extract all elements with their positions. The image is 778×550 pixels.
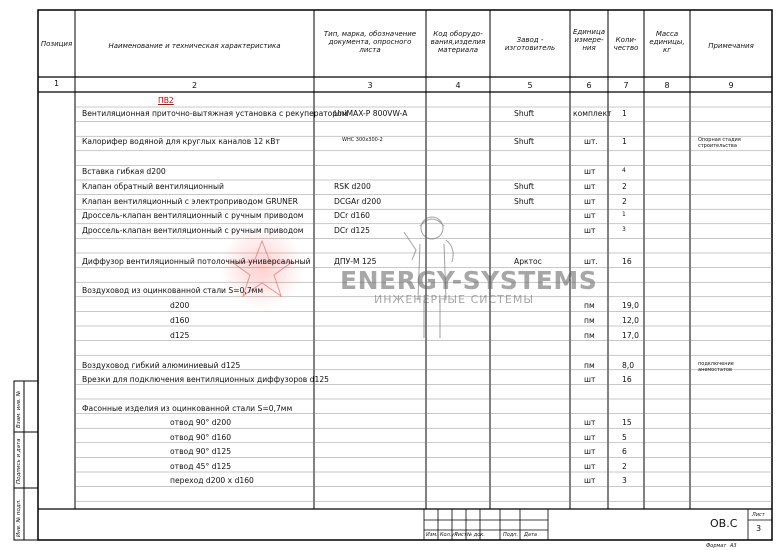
header-name: Наименование и техническая характеристика [108,42,281,50]
row-unit: шт [584,462,596,471]
row-name: отвод 90° d200 [170,418,232,427]
row-unit: шт [584,375,596,384]
row-qty: 2 [622,197,627,206]
row-name: Вентиляционная приточно-вытяжная установка с рекуператором [82,109,348,118]
format-label: Формат [706,543,727,549]
row-unit: шт [584,433,596,442]
row-name: Вставка гибкая d200 [82,167,166,176]
row-note: подключение анемостатов [698,361,734,373]
header-mass: Масса единицы, кг [649,30,685,55]
row-note: Опорная стадия строительства [698,137,741,149]
row-type: UniMAX-P 800VW-A [334,109,408,118]
row-unit: шт [584,197,596,206]
col-number-9: 9 [728,81,734,90]
header-type: Тип, марка, обозначение документа, опросного листа [323,30,417,55]
col-number-5: 5 [527,81,533,90]
col-number-4: 4 [455,81,461,90]
row-type: DCr d125 [334,226,370,235]
row-unit: комплект [573,109,612,118]
row-qty: 16 [622,375,632,384]
row-unit: шт [584,182,596,191]
sheet-number: 3 [756,524,762,533]
row-maker: Арктос [514,257,542,266]
row-unit: шт. [584,257,598,266]
watermark-title: ENERGY-SYSTEMS [340,266,598,295]
row-type: DCr d160 [334,211,370,220]
row-qty: 16 [622,257,632,266]
row-qty: 15 [622,418,632,427]
document-code: ОВ.С [710,517,738,530]
row-unit: шт. [584,137,598,146]
row-qty: 5 [622,433,627,442]
row-maker: Shuft [514,109,534,118]
row-unit: шт [584,447,596,456]
row-type: RSK d200 [334,182,371,191]
row-qty: 8,0 [622,361,635,370]
row-name: Врезки для подключения вентиляционных диффузоров d125 [82,375,329,384]
header-maker: Завод - изготовитель [504,36,556,53]
row-qty: 2 [622,182,627,191]
row-unit: шт [584,476,596,485]
row-name: Воздуховод гибкий алюминиевый d125 [82,361,241,370]
row-unit: шт [584,226,596,235]
row-unit: шт [584,418,596,427]
row-name: d160 [170,316,190,325]
col-number-6: 6 [586,81,592,90]
format-value: А3 [730,543,737,549]
col-number-8: 8 [664,81,670,90]
row-qty: 19,0 [622,301,639,310]
row-name: d125 [170,331,190,340]
row-name: Воздуховод из оцинкованной стали S=0,7мм [82,286,264,295]
row-name: d200 [170,301,190,310]
row-name: Диффузор вентиляционный потолочный универсальный [82,257,311,266]
row-name: ПВ2 [158,96,174,105]
header-position: Позиция [40,40,73,48]
row-qty: 6 [622,447,627,456]
col-number-3: 3 [367,81,373,90]
sheet-label: Лист [752,512,765,518]
row-qty: 4 [622,167,626,174]
row-name: Фасонные изделия из оцинкованной стали S=0,7мм [82,404,293,413]
row-unit: шт [584,167,596,176]
header-notes: Примечания [708,42,754,50]
stamp-label-sign: Подп. [503,532,519,538]
row-name: переход d200 x d160 [170,476,254,485]
stamp-label-change: Изм. [426,532,438,538]
row-qty: 3 [622,226,626,233]
row-qty: 3 [622,476,627,485]
row-name: Калорифер водяной для круглых каналов 12 кВт [82,137,280,146]
row-name: Клапан обратный вентиляционный [82,182,224,191]
row-name: Дроссель-клапан вентиляционный с ручным приводом [82,226,304,235]
header-qty: Коли- чество [613,36,639,53]
stamp-label-date: Дата [524,532,537,538]
side-label-sign-date: Подпись и дата [16,438,22,484]
row-maker: Shuft [514,197,534,206]
row-unit: пм [584,316,595,325]
row-name: Дроссель-клапан вентиляционный с ручным приводом [82,211,304,220]
row-qty: 2 [622,462,627,471]
row-maker: Shuft [514,137,534,146]
row-unit: пм [584,301,595,310]
watermark-subtitle: ИНЖЕНЕРНЫЕ СИСТЕМЫ [374,293,535,306]
stamp-label-sheet: Лист [454,532,467,538]
row-qty: 12,0 [622,316,639,325]
row-qty: 17,0 [622,331,639,340]
row-name: отвод 90° d160 [170,433,232,442]
col-number-1: 1 [53,79,60,88]
col-number-7: 7 [623,81,629,90]
row-type: ДПУ-М 125 [334,257,377,266]
row-type: WHC 300x300-2 [342,137,383,143]
row-name: отвод 90° d125 [170,447,232,456]
stamp-label-doc: № док. [467,532,485,538]
row-name: отвод 45° d125 [170,462,232,471]
row-qty: 1 [622,109,627,118]
header-code: Код оборудо- вания,изделия материала [430,30,486,55]
row-unit: пм [584,331,595,340]
side-label-replace: Взам. инв. № [16,390,22,428]
header-unit: Единица измере- ния [573,28,605,53]
row-qty: 1 [622,137,627,146]
side-label-inventory: Инв. № подл. [16,499,22,537]
row-name: Клапан вентиляционный с электроприводом GRUNER [82,197,298,206]
stamp-label-count: Кол.уч [440,532,458,538]
row-unit: шт [584,211,596,220]
row-unit: пм [584,361,595,370]
row-qty: 1 [622,211,626,218]
row-type: DCGAr d200 [334,197,382,206]
row-maker: Shuft [514,182,534,191]
col-number-2: 2 [191,81,198,90]
